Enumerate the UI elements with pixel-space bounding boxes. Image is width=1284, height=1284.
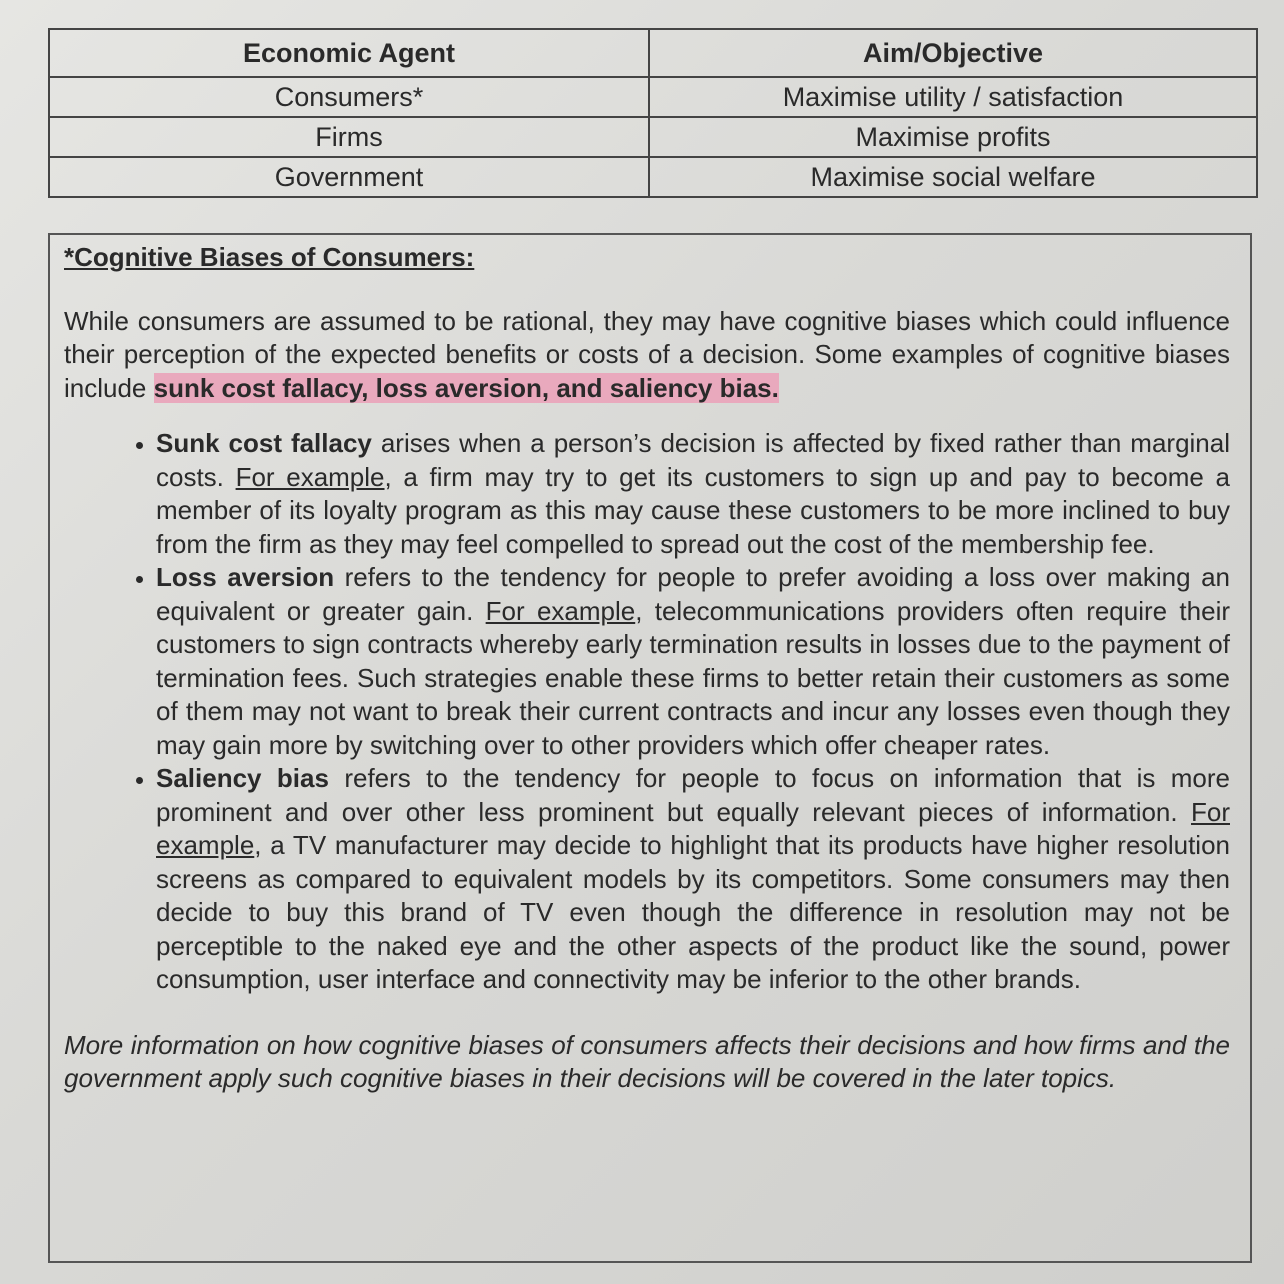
term: Saliency bias — [156, 763, 329, 793]
highlighted-biases: sunk cost fallacy, loss aversion, and saliency bias. — [153, 372, 779, 403]
objective-cell: Maximise profits — [649, 117, 1257, 157]
list-item-sunk-cost — [156, 427, 1230, 561]
text: refers to the tendency for people to focus on information that is more prominent and over other less prominent but equally relevant pieces of information. — [156, 763, 1230, 827]
text: refers to the tendency for people to prefer avoiding a loss over making an equivalent or greater gain. — [156, 562, 1230, 626]
closing-note: More information on how cognitive biases of consumers affects their decisions and how firms and the government apply such cognitive biases in their decisions will be covered in the later topics. — [64, 1029, 1230, 1093]
term: Loss aversion — [156, 562, 335, 592]
header-aim-objective: Aim/Objective — [649, 29, 1257, 77]
cognitive-biases-box — [48, 233, 1252, 1263]
economic-agents-table — [48, 28, 1258, 198]
list-item-loss-aversion — [156, 561, 1230, 762]
term: Sunk cost fallacy — [156, 428, 372, 458]
text: , telecommunications providers often require their customers to sign contracts whereby early termination results in losses due to the payment of termination fees. Such strategies enable these firms to better retain their customers as some of them may not want to break their current contracts and incur any losses even though they may gain more by switching over to other providers which offer cheaper rates. — [156, 595, 1231, 760]
agent-cell: Consumers* — [49, 77, 649, 117]
bias-list — [64, 427, 1230, 997]
header-economic-agent: Economic Agent — [49, 29, 649, 77]
table-row — [49, 77, 1257, 117]
agent-cell: Firms — [49, 117, 649, 157]
example-label: For example — [485, 595, 636, 626]
intro-text: While consumers are assumed to be rational, they may have cognitive biases which could influence their perception of the expected benefits or costs of a decision. Some examples of cognitive biases include — [64, 305, 1230, 403]
example-label: For example — [235, 461, 385, 492]
agent-cell: Government — [49, 157, 649, 197]
text: arises when a person’s decision is affected by fixed rather than marginal costs. — [156, 428, 1230, 492]
intro-paragraph — [64, 305, 1230, 406]
table-header-row — [49, 29, 1257, 77]
table-row — [49, 117, 1257, 157]
objective-cell: Maximise social welfare — [649, 157, 1257, 197]
text: , a TV manufacturer may decide to highlight that its products have higher resolution screens as compared to equivalent models by its competitors. Some consumers may then decide to buy this brand of TV even though the difference in resolution may not be perceptible to the naked eye and the other aspects of the product like the sound, power consumption, user interface and connectivity may be inferior to the other brands. — [156, 830, 1230, 994]
list-item-saliency-bias — [156, 762, 1230, 997]
section-title: *Cognitive Biases of Consumers: — [64, 242, 475, 272]
objective-cell: Maximise utility / satisfaction — [649, 77, 1257, 117]
text: , a firm may try to get its customers to sign up and pay to become a member of its loyalty program as this may cause these customers to be more inclined to buy from the firm as they may feel compelled to spread out the cost of the membership fee. — [156, 461, 1230, 559]
table-row — [49, 157, 1257, 197]
example-label: For example — [156, 796, 1230, 860]
